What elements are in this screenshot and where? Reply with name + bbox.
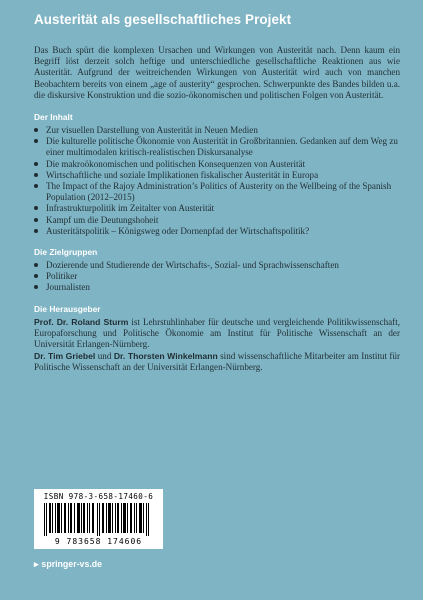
isbn-barcode	[34, 489, 163, 549]
list-item: Infrastrukturpolitik im Zeitalter von Austerität	[34, 203, 400, 214]
list-item: Journalisten	[34, 282, 400, 293]
list-item: Kampf um die Deutungshoheit	[34, 215, 400, 226]
list-item: Dozierende und Studierende der Wirtschafts-, Sozial- und Sprachwissenschaften	[34, 260, 400, 271]
isbn-number: ISBN 978-3-658-17460-6	[43, 492, 154, 501]
editor-bio	[34, 317, 400, 351]
audience-list	[34, 260, 400, 294]
editors-heading: Die Herausgeber	[34, 303, 101, 314]
contents-heading: Der Inhalt	[34, 112, 73, 123]
publisher-url-text[interactable]: springer-vs.de	[41, 559, 103, 569]
audience-heading: Die Zielgruppen	[34, 247, 98, 258]
intro-paragraph: Das Buch spürt die komplexen Ursachen und Wirkungen von Austerität nach. Denn kaum ein Begriff löst derzeit solch heftige und unterschiedliche gesellschaftliche Reaktionen aus wie Austerität. Aufgrund der weitreichenden Wirkungen von Austerität wird auch von manchen Beobachtern bereits von einem „age of austerity“ gesprochen. Schwerpunkte des Bandes bilden u.a. die diskursive Konstruktion und die sozio-ökonomischen und politischen Folgen von Austerität.	[34, 45, 400, 100]
contents-list	[34, 125, 400, 237]
editor-conjunction: und	[95, 351, 114, 362]
barcode-digits: 9 783658 174606	[54, 537, 143, 546]
list-item: Zur visuellen Darstellung von Austerität in Neuen Medien	[34, 125, 400, 136]
list-item: Austeritätspolitik – Königsweg oder Dornenpfad der Wirtschaftspolitik?	[34, 226, 400, 237]
editor-name: Prof. Dr. Roland Sturm	[34, 316, 129, 327]
list-item: Die makroökonomischen und politischen Konsequenzen von Austerität	[34, 159, 400, 170]
editors-section	[34, 317, 400, 374]
editor-name: Dr. Tim Griebel	[34, 351, 96, 362]
list-item: The Impact of the Rajoy Administration’s Politics of Austerity on the Wellbeing of the Spanish Population (2012–2015)	[34, 181, 400, 203]
list-item: Die kulturelle politische Ökonomie von Austerität in Großbritannien. Gedanken auf dem Weg zu einer multimodalen kritisch-realistischen Diskursanalyse	[34, 136, 400, 158]
editor-bio	[34, 351, 400, 373]
arrow-right-icon: ▸	[34, 559, 39, 569]
editor-bio-text: sind wissenschaftliche Mitarbeiter am Institut für Politische Wissenschaft an der Universität Erlangen-Nürnberg.	[34, 351, 401, 373]
editor-bio-text: ist Lehrstuhlinhaber für deutsche und vergleichende Politikwissenschaft, Europaforschung und Politische Ökonomie am Institut für Politische Wissenschaft an der Universität Erlangen-Nürnberg.	[34, 316, 400, 350]
editor-name: Dr. Thorsten Winkelmann	[113, 351, 218, 362]
list-item: Wirtschaftliche und soziale Implikationen fiskalischer Austerität in Europa	[34, 170, 400, 181]
barcode-bars	[44, 503, 153, 536]
publisher-url[interactable]	[34, 559, 102, 570]
back-cover-content	[34, 12, 400, 375]
book-title: Austerität als gesellschaftliches Projekt	[34, 12, 292, 27]
list-item: Politiker	[34, 271, 400, 282]
